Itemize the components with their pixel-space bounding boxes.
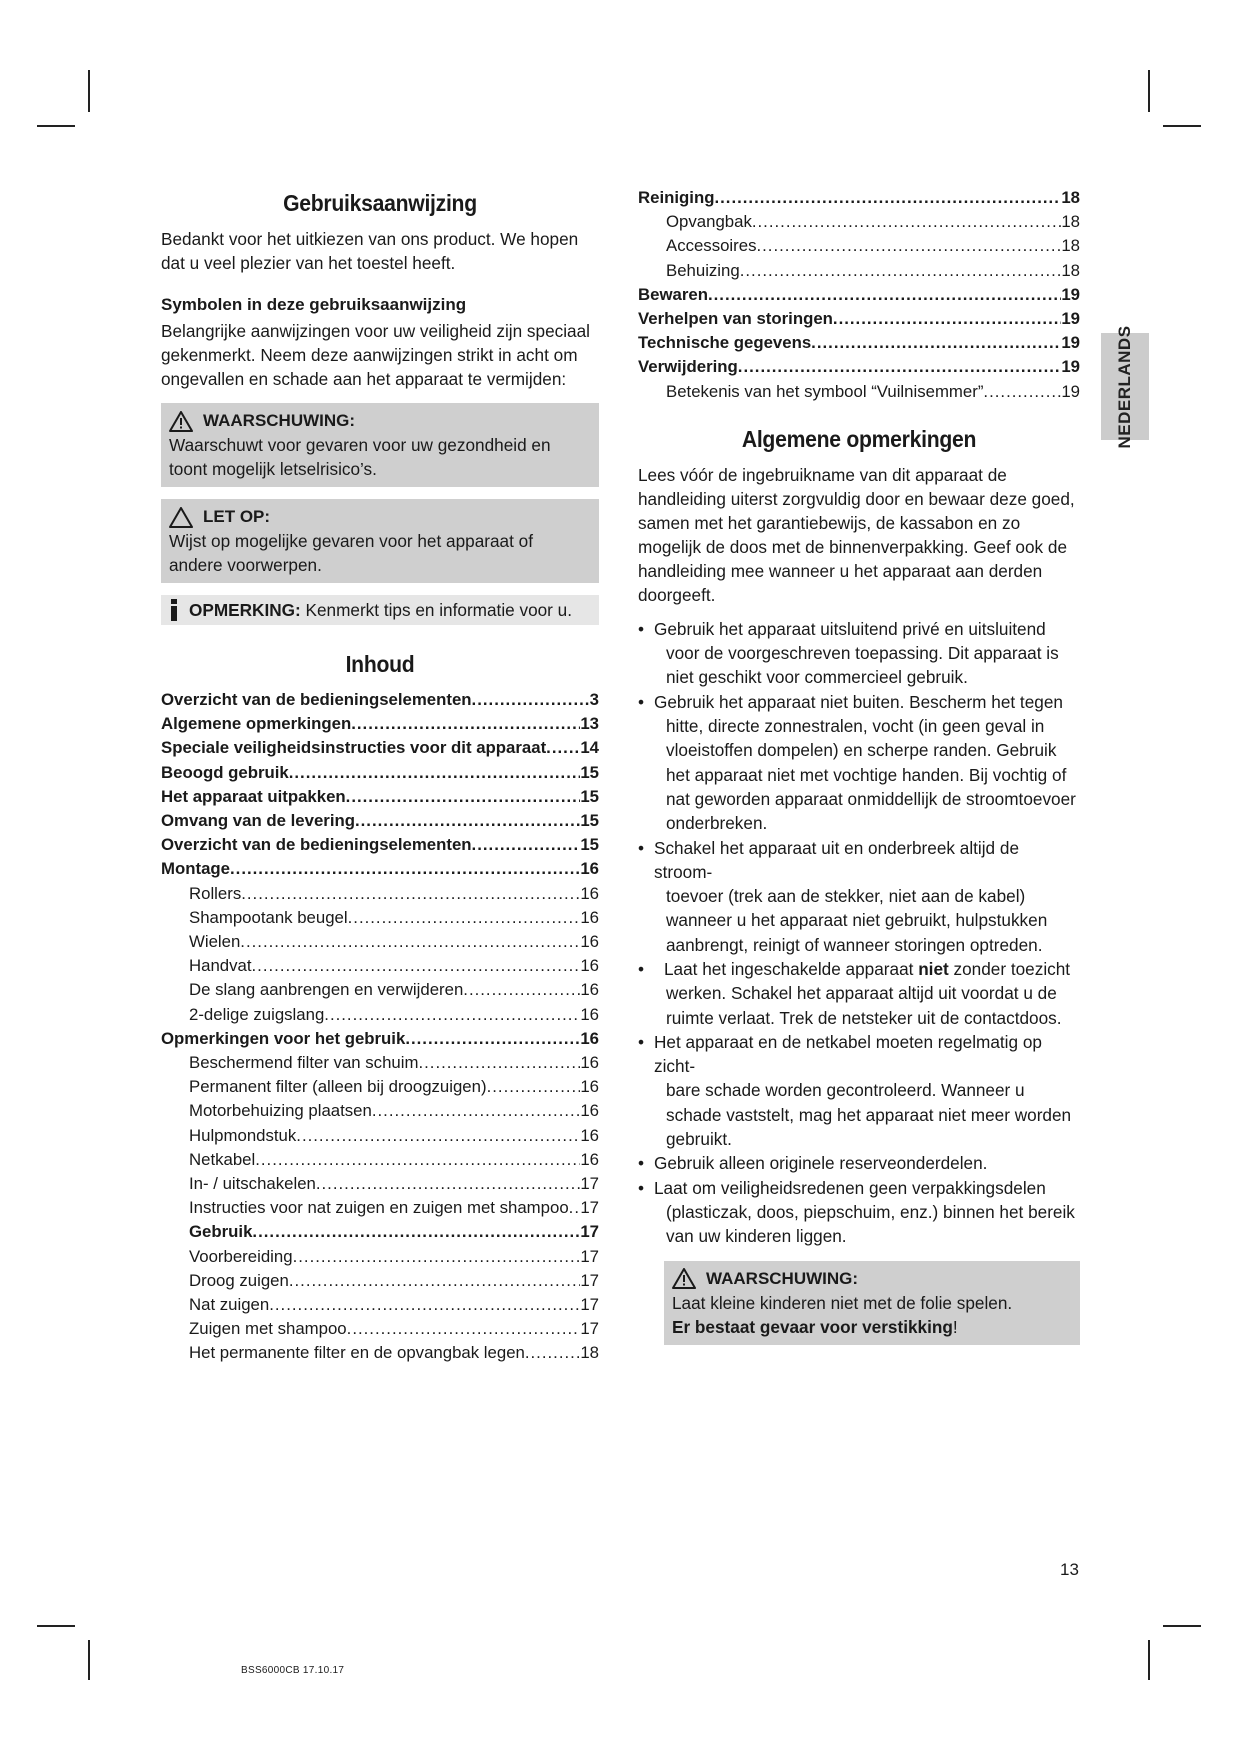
caution-box: [161, 499, 599, 583]
crop-mark: [1163, 1625, 1201, 1627]
toc-entry: [638, 210, 1080, 234]
toc-entry-page: 17: [580, 1270, 599, 1290]
toc-entry-page: 15: [580, 762, 599, 782]
toc-dot-leader: [752, 210, 1061, 234]
toc-entry: [638, 307, 1080, 331]
toc-dot-leader: [348, 906, 581, 930]
toc-entry-page: 18: [1061, 260, 1080, 280]
toc-entry: [161, 1293, 599, 1317]
toc-dot-leader: [472, 833, 581, 857]
toc-entry-page: 16: [580, 1077, 599, 1097]
toc-entry-title: Opvangbak: [666, 212, 752, 232]
toc-entry: [161, 785, 599, 809]
toc-entry-page: 15: [580, 811, 599, 831]
toc-entry-title: In- / uitschakelen: [189, 1174, 316, 1194]
warning-icon: [169, 411, 193, 432]
toc-entry-title: Bewaren: [638, 284, 708, 304]
toc-entry-title: Handvat: [189, 956, 252, 976]
toc-dot-leader: [355, 809, 580, 833]
toc-entry-page: 16: [580, 956, 599, 976]
toc-dot-leader: [289, 1269, 581, 1293]
toc-entry-page: 17: [580, 1295, 599, 1315]
toc-entry-title: Hulpmondstuk: [189, 1125, 297, 1145]
right-column: [638, 190, 1080, 1345]
toc-entry: [638, 234, 1080, 258]
toc-entry-page: 18: [580, 1343, 599, 1363]
toc-entry-title: Shampootank beugel: [189, 907, 348, 927]
toc-entry: [161, 1099, 599, 1123]
toc-entry-page: 15: [580, 786, 599, 806]
crop-mark: [88, 70, 90, 112]
toc-entry-page: 19: [1061, 309, 1080, 329]
toc-dot-leader: [296, 1124, 580, 1148]
toc-entry: [161, 1317, 599, 1341]
toc-entry: [161, 1196, 599, 1220]
toc-entry-title: De slang aanbrengen en verwijderen: [189, 980, 464, 1000]
toc-dot-leader: [240, 930, 580, 954]
toc-entry-page: 3: [589, 690, 599, 709]
toc-entry-page: 18: [1061, 212, 1080, 232]
toc-dot-leader: [472, 688, 590, 712]
section-title: Algemene opmerkingen: [741, 425, 977, 452]
list-item: • Schakel het apparaat uit en onderbreek altijd de stroom- toevoer (trek aan de stekker, niet aan de kabel) wanneer u het apparaat niet gebruikt, hulpstukken aanbrengt, reinigt of wanneer storingen optreden.: [638, 836, 1080, 957]
toc-entry-page: 17: [580, 1319, 599, 1339]
toc-entry-page: 18: [1061, 188, 1080, 207]
toc-entry-page: 16: [580, 907, 599, 927]
toc-dot-leader: [546, 736, 580, 760]
warning-box: [161, 403, 599, 487]
toc-entry-page: 16: [580, 1028, 599, 1048]
toc-entry-title: Netkabel: [189, 1149, 256, 1169]
warning-text: Waarschuwt voor gevaren voor uw gezondheid en toont mogelijk letselrisico’s.: [169, 435, 551, 479]
toc-entry: [161, 1075, 599, 1099]
toc-entry-page: 16: [580, 1125, 599, 1145]
warning-box-suffocation: WAARSCHUWING: Laat kleine kinderen niet met de folie spelen. Er bestaat gevaar voor verstikking!: [664, 1261, 1080, 1345]
list-item: • Gebruik het apparaat niet buiten. Bescherm het tegen hitte, directe zonnestralen, vocht (in geen geval in vloeistoffen dompelen) en scherpe randen. Gebruik het apparaat niet met vochtige handen. Bij vochtig of nat geworden apparaat onmiddellijk de stroomtoevoer onderbreken.: [638, 690, 1080, 836]
toc-dot-leader: [347, 1317, 581, 1341]
toc-entry-page: 16: [580, 1004, 599, 1024]
toc-entry-page: 19: [1061, 381, 1080, 401]
toc-entry-page: 19: [1061, 357, 1080, 377]
table-of-contents-continued: [638, 186, 1080, 404]
toc-dot-leader: [372, 1099, 580, 1123]
toc-entry-title: Behuizing: [666, 260, 740, 280]
toc-entry: [161, 712, 599, 736]
toc-entry-title: Permanent filter (alleen bij droogzuigen): [189, 1077, 487, 1097]
toc-entry-page: 15: [580, 835, 599, 855]
crop-mark: [37, 125, 75, 127]
toc-dot-leader: [463, 978, 580, 1002]
language-tab: [1101, 324, 1149, 449]
toc-entry: [161, 1341, 599, 1365]
toc-entry: [638, 186, 1080, 210]
safety-list: [638, 617, 1080, 1249]
toc-entry: [638, 355, 1080, 379]
toc-entry-page: 16: [580, 980, 599, 1000]
toc-entry-title: Opmerkingen voor het gebruik: [161, 1028, 406, 1048]
toc-entry: [161, 1027, 599, 1051]
toc-entry-title: Overzicht van de bedieningselementen: [161, 690, 472, 709]
toc-entry-title: Gebruik: [189, 1222, 253, 1242]
toc-entry-title: Beschermend filter van schuim: [189, 1053, 419, 1073]
toc-entry-title: Zuigen met shampoo: [189, 1319, 347, 1339]
list-item: • Gebruik het apparaat uitsluitend privé en uitsluitend voor de voorgeschreven toepassing. Dit apparaat is niet geschikt voor commercieel gebruik.: [638, 617, 1080, 690]
toc-entry: [161, 1003, 599, 1027]
section-intro: Lees vóór de ingebruikname van dit apparaat de handleiding uiterst zorgvuldig door en bewaar deze goed, samen met het garantiebewijs, de kassabon en zo mogelijk de doos met de binnenverpakking. Geef ook de handleiding mee wanneer u het apparaat aan derden doorgeeft.: [638, 464, 1075, 605]
footer-code: BSS6000CB 17.10.17: [241, 1665, 345, 1676]
toc-entry-title: Instructies voor nat zuigen en zuigen met shampoo: [189, 1198, 569, 1218]
toc-dot-leader: [983, 380, 1061, 404]
toc-entry-title: Het permanente filter en de opvangbak legen: [189, 1343, 525, 1363]
toc-entry: [161, 1172, 599, 1196]
page-number: 13: [1060, 1560, 1079, 1579]
toc-entry-title: Voorbereiding: [189, 1246, 293, 1266]
toc-entry-title: Verwijdering: [638, 357, 738, 377]
toc-dot-leader: [252, 954, 581, 978]
list-item: • Gebruik alleen originele reserveonderdelen.: [638, 1151, 1080, 1175]
toc-entry: [161, 1220, 599, 1244]
caution-text: Wijst op mogelijke gevaren voor het apparaat of andere voorwerpen.: [169, 531, 534, 575]
intro-text: Bedankt voor het uitkiezen van ons product. We hopen dat u veel plezier van het toestel heeft.: [161, 229, 579, 273]
toc-entry-page: 17: [580, 1246, 599, 1266]
toc-dot-leader: [405, 1027, 580, 1051]
toc-entry: [638, 331, 1080, 355]
toc-entry-page: 19: [1061, 284, 1080, 304]
toc-entry: [638, 380, 1080, 404]
toc-entry-page: 16: [580, 883, 599, 903]
toc-dot-leader: [346, 785, 581, 809]
symbols-text: Belangrijke aanwijzingen voor uw veiligheid zijn speciaal gekenmerkt. Neem deze aanwijzingen strikt in acht om ongevallen en schade aan het apparaat te vermijden:: [161, 321, 590, 389]
crop-mark: [1163, 125, 1201, 127]
toc-dot-leader: [289, 761, 581, 785]
toc-entry: [161, 930, 599, 954]
toc-entry: [161, 736, 599, 760]
table-of-contents: [161, 688, 599, 1366]
list-item: • Laat het ingeschakelde apparaat niet zonder toezicht werken. Schakel het apparaat altijd uit voordat u de ruimte verlaat. Trek de netsteker uit de contactdoos.: [638, 957, 1080, 1030]
toc-entry-title: Reiniging: [638, 188, 715, 207]
toc-entry: [161, 833, 599, 857]
toc-entry: [161, 1051, 599, 1075]
toc-dot-leader: [569, 1196, 581, 1220]
toc-entry-title: Rollers: [189, 883, 242, 903]
toc-entry-title: Montage: [161, 859, 230, 879]
toc-entry-page: 16: [580, 1101, 599, 1121]
toc-entry: [161, 978, 599, 1002]
toc-entry-page: 18: [1061, 236, 1080, 256]
info-icon: [169, 599, 179, 621]
toc-dot-leader: [833, 307, 1061, 331]
warning-head: WAARSCHUWING:: [706, 1268, 859, 1288]
list-item: • Het apparaat en de netkabel moeten regelmatig op zicht- bare schade worden gecontroleerd. Wanneer u schade vaststelt, mag het apparaat niet meer worden gebruikt.: [638, 1030, 1080, 1151]
toc-entry: [161, 1124, 599, 1148]
crop-mark: [88, 1640, 90, 1680]
page-title: Gebruiksaanwijzing: [283, 190, 477, 216]
toc-entry-title: Algemene opmerkingen: [161, 714, 352, 734]
toc-entry-page: 14: [580, 738, 599, 758]
toc-entry-page: 16: [580, 859, 599, 879]
toc-entry: [161, 688, 599, 712]
symbols-heading: Symbolen in deze gebruiksaanwijzing: [161, 295, 467, 314]
toc-entry: [161, 857, 599, 881]
toc-entry-title: Omvang van de levering: [161, 811, 355, 831]
warning-line-2: Er bestaat gevaar voor verstikking: [672, 1316, 953, 1337]
list-item: • Laat om veiligheidsredenen geen verpakkingsdelen (plasticzak, doos, piepschuim, enz.) binnen het bereik van uw kinderen liggen.: [638, 1176, 1080, 1249]
toc-entry-page: 13: [580, 714, 599, 734]
toc-entry-page: 16: [580, 932, 599, 952]
toc-dot-leader: [418, 1051, 580, 1075]
toc-entry: [638, 259, 1080, 283]
toc-entry-page: 17: [580, 1222, 599, 1242]
toc-entry: [161, 906, 599, 930]
crop-mark: [1148, 1640, 1150, 1680]
toc-entry: [638, 283, 1080, 307]
toc-entry-title: Motorbehuizing plaatsen: [189, 1101, 372, 1121]
toc-dot-leader: [738, 355, 1062, 379]
toc-entry-page: 19: [1061, 333, 1080, 353]
left-column: [161, 190, 599, 1366]
toc-entry-title: Speciale veiligheidsinstructies voor dit apparaat: [161, 738, 547, 758]
toc-dot-leader: [241, 882, 580, 906]
toc-entry: [161, 809, 599, 833]
toc-entry-title: Droog zuigen: [189, 1270, 289, 1290]
toc-entry-page: 17: [580, 1198, 599, 1218]
toc-dot-leader: [740, 259, 1062, 283]
toc-entry-title: Accessoires: [666, 236, 757, 256]
caution-icon: [169, 507, 193, 528]
toc-dot-leader: [255, 1148, 580, 1172]
toc-entry-title: Nat zuigen: [189, 1295, 270, 1315]
language-tab-label: NEDERLANDS: [1115, 324, 1134, 449]
toc-entry-title: Het apparaat uitpakken: [161, 786, 346, 806]
toc-entry: [161, 1245, 599, 1269]
toc-dot-leader: [487, 1075, 581, 1099]
toc-entry: [161, 1269, 599, 1293]
toc-dot-leader: [811, 331, 1061, 355]
toc-entry: [161, 1148, 599, 1172]
warning-head: WAARSCHUWING:: [203, 411, 356, 430]
toc-entry-page: 16: [580, 1053, 599, 1073]
toc-entry: [161, 954, 599, 978]
toc-dot-leader: [269, 1293, 580, 1317]
toc-title: Inhoud: [345, 651, 415, 677]
toc-dot-leader: [252, 1220, 580, 1244]
toc-entry: [161, 761, 599, 785]
toc-entry-title: Overzicht van de bedieningselementen: [161, 835, 472, 855]
warning-line-1: Laat kleine kinderen niet met de folie spelen.: [672, 1292, 1013, 1313]
toc-dot-leader: [714, 186, 1061, 210]
toc-dot-leader: [525, 1341, 580, 1365]
toc-dot-leader: [756, 234, 1061, 258]
note-text: Kenmerkt tips en informatie voor u.: [300, 599, 573, 620]
toc-entry-title: Technische gegevens: [638, 333, 812, 353]
toc-entry-title: Beoogd gebruik: [161, 762, 289, 782]
toc-dot-leader: [230, 857, 580, 881]
toc-entry-page: 17: [580, 1174, 599, 1194]
toc-dot-leader: [351, 712, 580, 736]
warning-icon: [672, 1268, 696, 1289]
crop-mark: [37, 1625, 75, 1627]
toc-dot-leader: [708, 283, 1061, 307]
toc-entry-page: 16: [580, 1149, 599, 1169]
toc-dot-leader: [316, 1172, 580, 1196]
toc-dot-leader: [293, 1245, 581, 1269]
toc-entry: [161, 882, 599, 906]
toc-entry-title: Wielen: [189, 932, 241, 952]
toc-entry-title: Betekenis van het symbool “Vuilnisemmer”: [666, 381, 984, 401]
toc-entry-title: 2-delige zuigslang: [189, 1004, 325, 1024]
caution-head: LET OP:: [203, 507, 271, 526]
note-head: OPMERKING:: [189, 599, 301, 620]
crop-mark: [1148, 70, 1150, 112]
toc-entry-title: Verhelpen van storingen: [638, 309, 833, 329]
note-box: [161, 595, 599, 625]
toc-dot-leader: [324, 1003, 580, 1027]
